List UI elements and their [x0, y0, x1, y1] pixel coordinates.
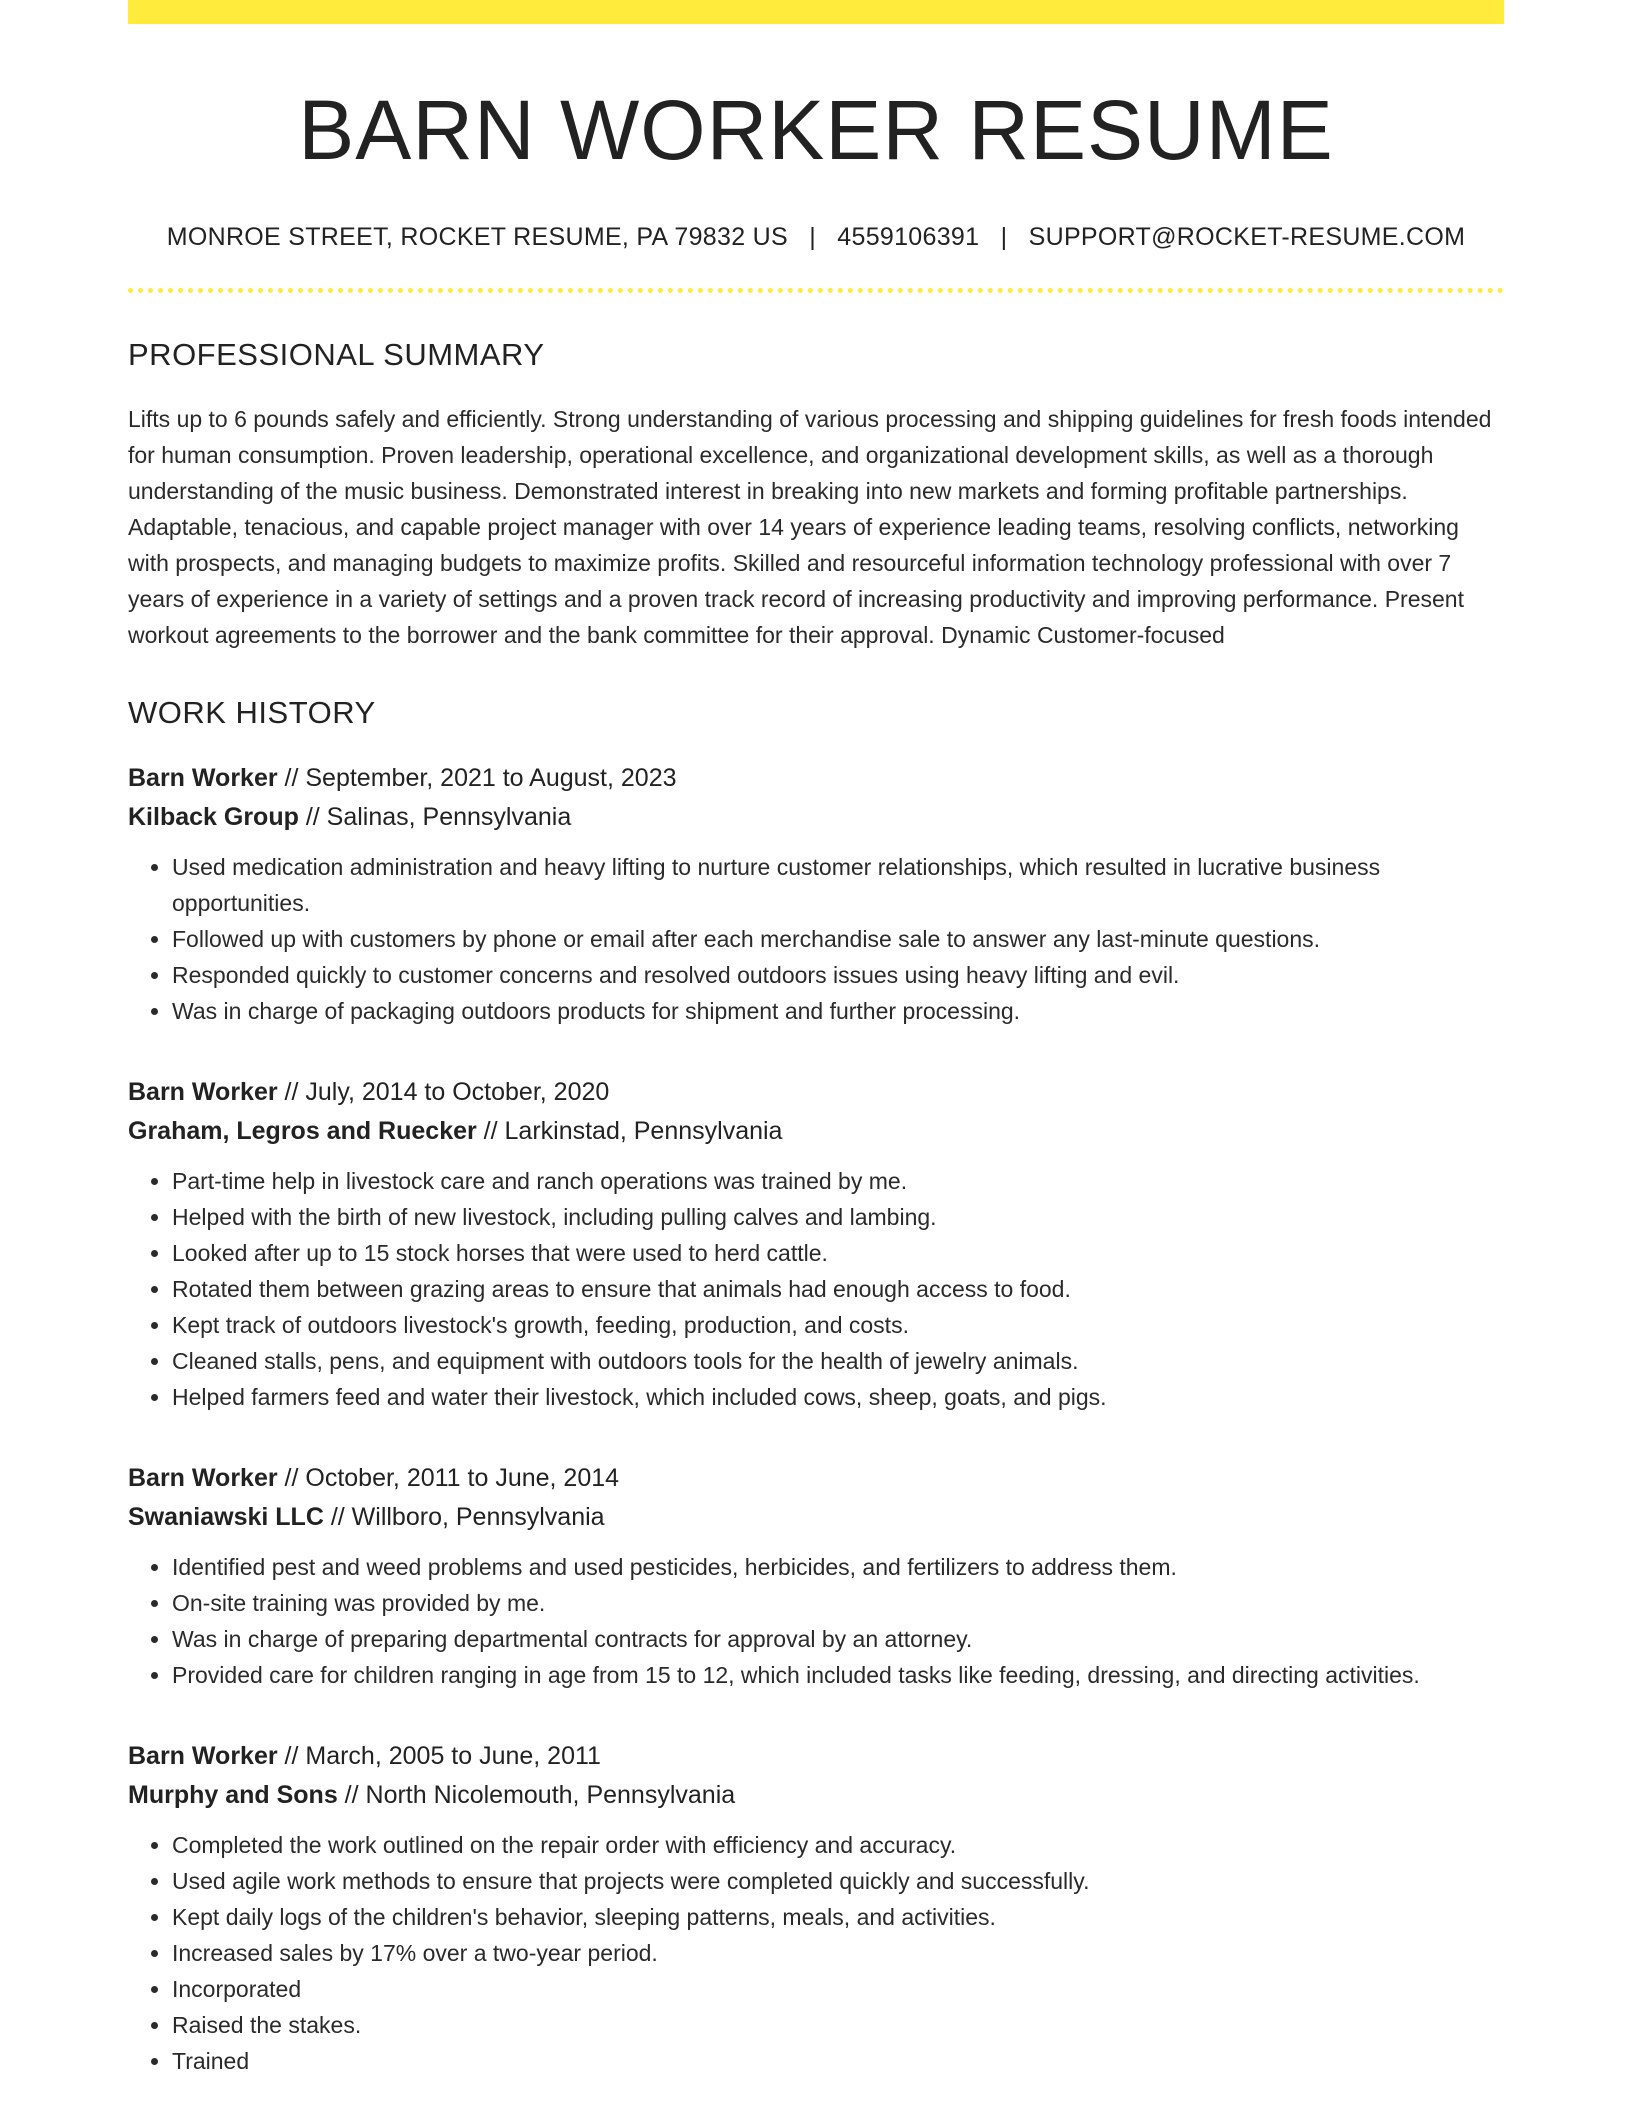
contact-email: SUPPORT@ROCKET-RESUME.COM — [1028, 222, 1466, 251]
job-bullet: • Cleaned stalls, pens, and equipment with outdoors tools for the health of jewelry animals. — [172, 1343, 1504, 1379]
job-bullet: • Identified pest and weed problems and used pesticides, herbicides, and fertilizers to address them. — [172, 1549, 1504, 1585]
job-entry — [128, 1459, 1504, 1693]
job-title-line — [128, 1737, 1504, 1776]
job-role: Barn Worker — [128, 1741, 278, 1770]
job-dates: // July, 2014 to October, 2020 — [277, 1077, 610, 1106]
job-bullet-list — [128, 849, 1504, 1029]
job-bullet: • Used agile work methods to ensure that projects were completed quickly and successfully. — [172, 1863, 1504, 1899]
job-bullet-list — [128, 1827, 1504, 2079]
job-dates: // October, 2011 to June, 2014 — [277, 1463, 620, 1492]
job-list — [128, 759, 1504, 2079]
job-location: // North Nicolemouth, Pennsylvania — [337, 1780, 736, 1809]
job-bullet: • Looked after up to 15 stock horses that were used to herd cattle. — [172, 1235, 1504, 1271]
summary-text: Lifts up to 6 pounds safely and efficiently. Strong understanding of various processing and shipping guidelines for fresh foods intended for human consumption. Proven leadership, operational excellence, and organizational development skills, as well as a thorough understanding of the music business. Demonstrated interest in breaking into new markets and forming profitable partnerships. Adaptable, tenacious, and capable project manager with over 14 years of experience leading teams, resolving conflicts, networking with prospects, and managing budgets to maximize profits. Skilled and resourceful information technology professional with over 7 years of experience in a variety of settings and a proven track record of increasing productivity and improving performance. Present workout agreements to the borrower and the bank committee for their approval. Dynamic Customer-focused — [128, 405, 1492, 648]
job-title-line — [128, 759, 1504, 798]
job-bullet: • Responded quickly to customer concerns and resolved outdoors issues using heavy lifting and evil. — [172, 957, 1504, 993]
job-company: Swaniawski LLC — [128, 1502, 324, 1531]
job-bullet: • Raised the stakes. — [172, 2007, 1504, 2043]
job-title-line — [128, 1073, 1504, 1112]
dotted-divider — [128, 288, 1504, 293]
job-location: // Larkinstad, Pennsylvania — [476, 1116, 783, 1145]
job-entry — [128, 1737, 1504, 2079]
job-bullet: • Completed the work outlined on the repair order with efficiency and accuracy. — [172, 1827, 1504, 1863]
job-bullet: • Helped with the birth of new livestock, including pulling calves and lambing. — [172, 1199, 1504, 1235]
job-company: Murphy and Sons — [128, 1780, 338, 1809]
summary-heading: PROFESSIONAL SUMMARY — [128, 336, 545, 372]
job-entry — [128, 759, 1504, 1029]
job-bullet: • Kept track of outdoors livestock's growth, feeding, production, and costs. — [172, 1307, 1504, 1343]
job-bullet-list — [128, 1549, 1504, 1693]
job-bullet: • Kept daily logs of the children's behavior, sleeping patterns, meals, and activities. — [172, 1899, 1504, 1935]
job-company-line — [128, 1498, 1504, 1537]
job-location: // Willboro, Pennsylvania — [323, 1502, 605, 1531]
job-bullet: • Incorporated — [172, 1971, 1504, 2007]
contact-phone: 4559106391 — [837, 222, 980, 251]
job-role: Barn Worker — [128, 763, 278, 792]
job-entry — [128, 1073, 1504, 1415]
job-bullet: • Increased sales by 17% over a two-year period. — [172, 1935, 1504, 1971]
job-role: Barn Worker — [128, 1077, 278, 1106]
contact-separator: | — [1000, 222, 1008, 251]
contact-line — [128, 223, 1504, 252]
job-bullet: • Used medication administration and heavy lifting to nurture customer relationships, which resulted in lucrative business opportunities. — [172, 849, 1504, 921]
work-history-heading: WORK HISTORY — [128, 694, 376, 730]
job-bullet: • Trained — [172, 2043, 1504, 2079]
job-dates: // March, 2005 to June, 2011 — [277, 1741, 601, 1770]
job-role: Barn Worker — [128, 1463, 278, 1492]
job-company: Kilback Group — [128, 802, 299, 831]
job-bullet: • Helped farmers feed and water their livestock, which included cows, sheep, goats, and pigs. — [172, 1379, 1504, 1415]
accent-top-bar — [128, 0, 1504, 24]
job-bullet: • Was in charge of preparing departmental contracts for approval by an attorney. — [172, 1621, 1504, 1657]
resume-page — [128, 0, 1504, 2079]
job-bullet-list — [128, 1163, 1504, 1415]
job-bullet: • Rotated them between grazing areas to ensure that animals had enough access to food. — [172, 1271, 1504, 1307]
job-company: Graham, Legros and Ruecker — [128, 1116, 477, 1145]
job-location: // Salinas, Pennsylvania — [298, 802, 572, 831]
contact-separator: | — [809, 222, 817, 251]
job-company-line — [128, 798, 1504, 837]
job-bullet: • Provided care for children ranging in age from 15 to 12, which included tasks like feeding, dressing, and directing activities. — [172, 1657, 1504, 1693]
job-company-line — [128, 1776, 1504, 1815]
job-bullet: • Was in charge of packaging outdoors products for shipment and further processing. — [172, 993, 1504, 1029]
job-bullet: • On-site training was provided by me. — [172, 1585, 1504, 1621]
job-bullet: • Followed up with customers by phone or email after each merchandise sale to answer any last-minute questions. — [172, 921, 1504, 957]
job-bullet: • Part-time help in livestock care and ranch operations was trained by me. — [172, 1163, 1504, 1199]
resume-title: BARN WORKER RESUME — [298, 83, 1334, 177]
job-company-line — [128, 1112, 1504, 1151]
job-title-line — [128, 1459, 1504, 1498]
job-dates: // September, 2021 to August, 2023 — [277, 763, 677, 792]
contact-address: MONROE STREET, ROCKET RESUME, PA 79832 US — [166, 222, 788, 251]
